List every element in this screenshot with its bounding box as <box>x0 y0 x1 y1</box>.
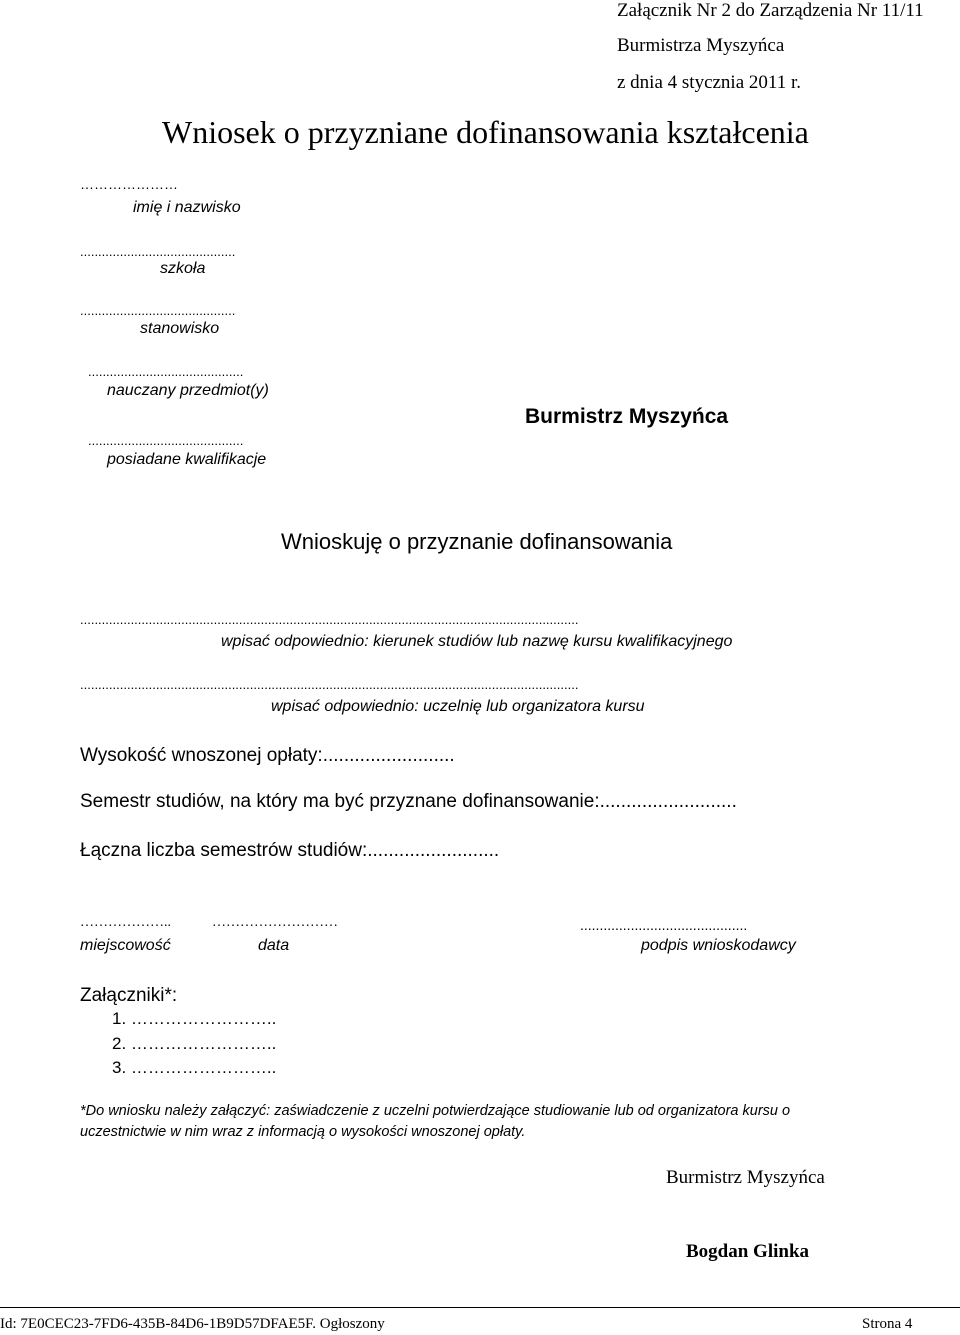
position-label: stanowisko <box>140 320 220 337</box>
place-dots: ……………….. <box>80 915 171 930</box>
name-dots: ………………… <box>80 176 178 192</box>
fee-field: Wysokość wnoszonej opłaty:......................... <box>80 745 455 766</box>
attachment-item-1: 1. …………………….. <box>112 1009 277 1028</box>
attachments-heading: Załączniki*: <box>80 985 178 1006</box>
place-label: miejscowość <box>80 937 171 954</box>
total-semesters-field: Łączna liczba semestrów studiów:......................... <box>80 840 500 861</box>
page-title: Wniosek o przyzniane dofinansowania kształcenia <box>162 114 809 150</box>
annex-header-line2: Burmistrza Myszyńca <box>617 35 785 56</box>
document-id: Id: 7E0CEC23-7FD6-435B-84D6-1B9D57DFAE5F. Ogłoszony <box>0 1316 385 1332</box>
signature-label: podpis wnioskodawcy <box>641 937 796 954</box>
attachment-item-2: 2. …………………….. <box>112 1034 277 1053</box>
page-number: Strona 4 <box>862 1316 913 1332</box>
semester-field: Semestr studiów, na który ma być przyznane dofinansowanie:.......................... <box>80 791 737 812</box>
school-label: szkoła <box>160 260 206 277</box>
school-dots: ........................................... <box>80 244 236 259</box>
position-dots: ........................................... <box>80 303 236 318</box>
organizer-dots: .......................................................................................................................................... <box>80 677 579 692</box>
annex-header-line1: Załącznik Nr 2 do Zarządzenia Nr 11/11 <box>617 0 924 21</box>
annex-header-line3: z dnia 4 stycznia 2011 r. <box>617 72 801 93</box>
qualifications-dots: ........................................... <box>88 433 244 448</box>
footer-divider <box>0 1307 960 1308</box>
course-dots: .......................................................................................................................................... <box>80 612 579 627</box>
qualifications-label: posiadane kwalifikacje <box>107 451 267 468</box>
date-label: data <box>258 937 290 954</box>
subject-dots: ........................................... <box>88 364 244 379</box>
approval-role: Burmistrz Myszyńca <box>666 1167 825 1188</box>
addressee: Burmistrz Myszyńca <box>525 405 729 428</box>
footnote-line1: *Do wniosku należy załączyć: zaświadczenie z uczelni potwierdzające studiowanie lub od organizatora kursu o <box>80 1103 791 1119</box>
subject-label: nauczany przedmiot(y) <box>107 382 269 399</box>
organizer-hint: wpisać odpowiednio: uczelnię lub organizatora kursu <box>271 698 645 715</box>
footnote-line2: uczestnictwie w nim wraz z informacją o wysokości wnoszonej opłaty. <box>80 1124 526 1140</box>
signature-dots: ........................................... <box>580 917 748 933</box>
approval-name: Bogdan Glinka <box>686 1241 810 1262</box>
course-hint: wpisać odpowiednio: kierunek studiów lub nazwę kursu kwalifikacyjnego <box>221 633 733 650</box>
date-dots: ……………………… <box>212 915 338 930</box>
name-label: imię i nazwisko <box>133 199 241 216</box>
attachment-item-3: 3. …………………….. <box>112 1058 277 1077</box>
request-heading: Wnioskuję o przyznanie dofinansowania <box>281 529 673 554</box>
